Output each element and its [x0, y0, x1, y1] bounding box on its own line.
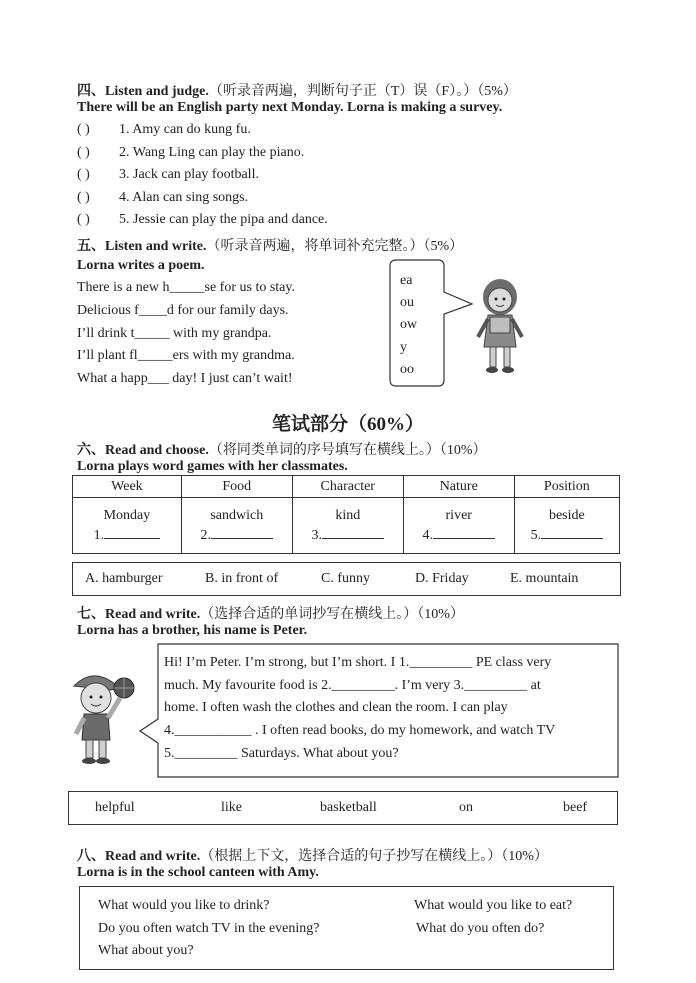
section4-item	[77, 145, 304, 161]
written-part-title: 笔试部分（60%）	[271, 414, 424, 435]
answer-line[interactable]: 2.	[183, 528, 291, 544]
letter-option: oo	[400, 362, 414, 377]
section7-heading-line	[77, 603, 464, 623]
section4-instruction: （听录音两遍，判断句子正（T）误（F）。）（5%）	[208, 84, 517, 99]
passage-line: 5._________ Saturdays. What about you?	[164, 746, 399, 761]
section8-heading-line	[77, 845, 548, 865]
category-word: sandwich	[210, 507, 264, 523]
item-text: 3. Jack can play football.	[119, 167, 259, 182]
section5-heading: 五、Listen and write.	[77, 239, 207, 254]
sentence-option: What about you?	[98, 943, 194, 958]
word-option: B. in front of	[205, 571, 279, 586]
category-cell	[181, 498, 292, 554]
item-text: 1. Amy can do kung fu.	[119, 122, 251, 137]
item-text: 5. Jessie can play the pipa and dance.	[119, 212, 328, 227]
poem-line: What a happ___ day! I just can’t wait!	[77, 371, 293, 386]
section4-item	[77, 167, 259, 183]
sentence-option: What would you like to drink?	[98, 898, 270, 913]
category-cell	[73, 498, 182, 554]
section5-heading-line	[77, 235, 463, 255]
section7-instruction: （选择合适的单词抄写在横线上。）（10%）	[200, 607, 464, 622]
section5-intro: Lorna writes a poem.	[77, 258, 205, 273]
word-option: C. funny	[321, 571, 370, 586]
section5-instruction: （听录音两遍，将单词补充完整。）（5%）	[206, 239, 464, 254]
sentence-option: What do you often do?	[416, 921, 545, 936]
letter-option: y	[400, 340, 407, 355]
word-option: like	[221, 800, 242, 815]
category-header: Week	[73, 476, 182, 498]
passage-line: much. My favourite food is 2._________. I’m very 3._________ at	[164, 678, 541, 693]
section8-instruction: （根据上下文，选择合适的句子抄写在横线上。）（10%）	[200, 849, 548, 864]
sentence-option: What would you like to eat?	[414, 898, 573, 913]
section4-heading-line	[77, 80, 517, 100]
section6-options-box	[72, 562, 621, 596]
poem-line: I’ll plant fl_____ers with my grandma.	[77, 348, 295, 363]
item-text: 4. Alan can sing songs.	[119, 190, 249, 205]
category-header: Character	[292, 476, 403, 498]
word-option: on	[459, 800, 473, 815]
answer-paren[interactable]: ( )	[77, 212, 90, 227]
category-word: kind	[335, 507, 361, 523]
poem-line: I’ll drink t_____ with my grandpa.	[77, 326, 272, 341]
answer-line[interactable]: 5.	[516, 528, 618, 544]
boy-illustration	[62, 668, 142, 768]
answer-paren[interactable]: ( )	[77, 190, 90, 205]
section4-item	[77, 122, 251, 138]
category-cell	[403, 498, 514, 554]
section8-options-box	[79, 886, 614, 970]
word-option: A. hamburger	[85, 571, 163, 586]
section8-heading: 八、Read and write.	[77, 849, 201, 864]
letter-option: ow	[400, 317, 418, 332]
passage-line: 4.___________ . I often read books, do my homework, and watch TV	[164, 723, 556, 738]
section8-intro: Lorna is in the school canteen with Amy.	[77, 865, 319, 880]
section6-heading: 六、Read and choose.	[77, 443, 209, 458]
passage-line: Hi! I’m Peter. I’m strong, but I’m short. I 1._________ PE class very	[164, 655, 552, 670]
word-option: helpful	[95, 800, 135, 815]
item-text: 2. Wang Ling can play the piano.	[119, 145, 305, 160]
section4-item	[77, 212, 328, 228]
sentence-option: Do you often watch TV in the evening?	[98, 921, 320, 936]
category-header: Position	[514, 476, 619, 498]
category-table	[72, 475, 620, 554]
word-option: E. mountain	[510, 571, 579, 586]
answer-paren[interactable]: ( )	[77, 167, 90, 182]
section6-intro: Lorna plays word games with her classmates.	[77, 459, 348, 474]
word-option: basketball	[320, 800, 377, 815]
girl-illustration	[470, 275, 530, 375]
category-cell	[292, 498, 403, 554]
category-word: river	[445, 507, 472, 523]
answer-line[interactable]: 1.	[74, 528, 180, 544]
answer-paren[interactable]: ( )	[77, 122, 90, 137]
category-cell	[514, 498, 619, 554]
answer-paren[interactable]: ( )	[77, 145, 90, 160]
category-header: Food	[181, 476, 292, 498]
section4-intro: There will be an English party next Monday. Lorna is making a survey.	[77, 100, 503, 115]
poem-line: There is a new h_____se for us to stay.	[77, 280, 295, 295]
letter-option: ou	[400, 295, 414, 310]
word-option: beef	[563, 800, 588, 815]
poem-line: Delicious f____d for our family days.	[77, 303, 289, 318]
category-word: Monday	[103, 507, 151, 523]
section6-heading-line	[77, 439, 487, 459]
section7-words-box	[68, 791, 618, 825]
passage-line: home. I often wash the clothes and clean the room. I can play	[164, 700, 508, 715]
section7-heading: 七、Read and write.	[77, 607, 201, 622]
section4-item	[77, 190, 248, 206]
section7-intro: Lorna has a brother, his name is Peter.	[77, 623, 308, 638]
section4-heading: 四、Listen and judge.	[77, 84, 209, 99]
answer-line[interactable]: 3.	[294, 528, 402, 544]
letter-option: ea	[400, 273, 413, 288]
answer-line[interactable]: 4.	[405, 528, 513, 544]
word-option: D. Friday	[415, 571, 469, 586]
category-header: Nature	[403, 476, 514, 498]
category-word: beside	[548, 507, 585, 523]
section6-instruction: （将同类单词的序号填写在横线上。）（10%）	[208, 443, 487, 458]
